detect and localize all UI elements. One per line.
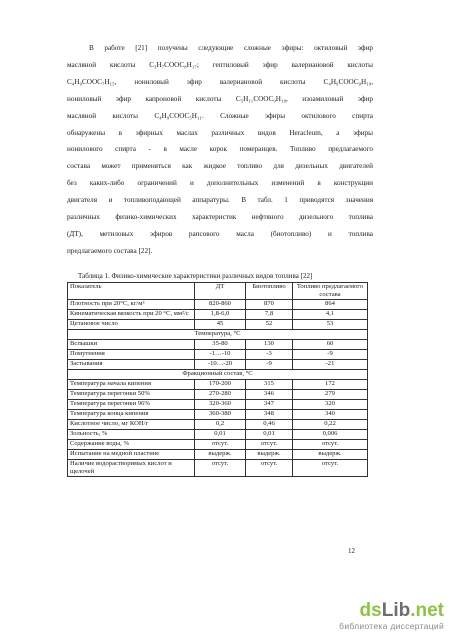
table-row: [68, 460, 368, 477]
table-cell: 172: [293, 380, 368, 390]
table-cell: 340: [293, 410, 368, 420]
table-cell: -10…-20: [195, 360, 246, 370]
paragraph-line: нониловый эфир капроновой кислоты C₅H₁₁COOC₉H₁₉, изоамиловый эфир: [67, 94, 373, 103]
paragraph-line: различных физико-химических характеристик нефтяного дизельного топлива: [67, 213, 373, 222]
table-cell: -9: [293, 350, 368, 360]
table-cell: отсут.: [246, 460, 293, 477]
table-row: [68, 440, 368, 450]
table-cell: 346: [246, 390, 293, 400]
table-cell: 45: [195, 320, 246, 330]
paragraph-line: масляной кислоты C₃H₇COOC₈H₁₇; гептиловый эфир валериановой кислоты: [67, 60, 373, 69]
table-cell: Зольность, %: [68, 430, 195, 440]
table-cell: Температура перегонки 96%: [68, 400, 195, 410]
paragraph-line: C₄H₉COOC₇H₁₅, нониловый эфир валериановой кислоты C₄H₉COOC₉H₁₉,: [67, 77, 373, 86]
table-cell: 35-80: [195, 340, 246, 350]
table-section-row: [68, 330, 368, 340]
table-cell: 870: [246, 300, 293, 310]
table-row: [68, 340, 368, 350]
table-cell: Биотопливо: [246, 283, 293, 300]
paragraph-line: нонилового спирта - в масле корок померанцев. Топливо предлагаемого: [67, 145, 373, 154]
table-cell: Содержание воды, %: [68, 440, 195, 450]
table-cell: 360-380: [195, 410, 246, 420]
table-cell: 7,8: [246, 310, 293, 320]
table-cell: 170-200: [195, 380, 246, 390]
table-cell: 0,01: [246, 430, 293, 440]
table-cell: отсут.: [246, 440, 293, 450]
table-section-row: [68, 370, 368, 380]
table-cell: отсут.: [293, 460, 368, 477]
properties-table: [67, 282, 368, 477]
paragraph-line: состава может применяться как жидкое топливо для дизельных двигателей: [67, 162, 373, 171]
table-cell: 4,1: [293, 310, 368, 320]
table-cell: Наличие водорастворимых кислот и щелочей: [68, 460, 195, 477]
watermark-logo: dsLib.net: [359, 600, 444, 621]
table-row: [68, 450, 368, 460]
table-row: [68, 310, 368, 320]
table-cell: Кислотное число, мг КОН/г: [68, 420, 195, 430]
table-header-row: [68, 283, 368, 300]
table-cell: отсут.: [195, 440, 246, 450]
table-cell: -3: [246, 350, 293, 360]
table-cell: Вспышки: [68, 340, 195, 350]
paragraph-line: двигателя и топливоподающей аппаратуры. В табл. 1 приводятся значения: [67, 196, 373, 205]
paragraph-line: обнаружены в эфирных маслах различных видов Heracleum, а эфиры: [67, 128, 373, 137]
table-row: [68, 400, 368, 410]
table-cell: Испытание на медной пластине: [68, 450, 195, 460]
table-cell: 279: [293, 390, 368, 400]
table-cell: 130: [246, 340, 293, 350]
table-row: [68, 390, 368, 400]
table-cell: 315: [246, 380, 293, 390]
paragraph-line: В работе [21] получены следующие сложные эфиры: октиловый эфир: [89, 44, 373, 52]
table-row: [68, 430, 368, 440]
table-cell: Температура перегонки 50%: [68, 390, 195, 400]
table-cell: 320: [293, 400, 368, 410]
section-heading: Температура, °С: [68, 330, 368, 340]
table-cell: выдерж.: [246, 450, 293, 460]
paragraph-line: предлагаемого состава [22].: [67, 246, 153, 255]
table-cell: 348: [246, 410, 293, 420]
table-cell: 320-360: [195, 400, 246, 410]
table-cell: 347: [246, 400, 293, 410]
body-paragraph: [67, 40, 373, 260]
table-cell: Цетановое число: [68, 320, 195, 330]
table-cell: Помутнения: [68, 350, 195, 360]
watermark-subtitle: библиотека диссертаций: [339, 621, 444, 631]
table-cell: Показатель: [68, 283, 195, 300]
table-cell: 820-860: [195, 300, 246, 310]
table-row: [68, 300, 368, 310]
table-row: [68, 350, 368, 360]
table-cell: 864: [293, 300, 368, 310]
table-cell: Застывания: [68, 360, 195, 370]
table-cell: 52: [246, 320, 293, 330]
table-cell: Температура начала кипения: [68, 380, 195, 390]
watermark: [339, 601, 444, 631]
page-number: 12: [348, 547, 355, 555]
section-heading: Фракционный состав, °С: [68, 370, 368, 380]
table-cell: Плотность при 20°С, кг/м³: [68, 300, 195, 310]
table-cell: 270-280: [195, 390, 246, 400]
table-cell: Температура конца кипения: [68, 410, 195, 420]
table-cell: 0,006: [293, 430, 368, 440]
table-row: [68, 320, 368, 330]
table-cell: 1,8-6,0: [195, 310, 246, 320]
table-row: [68, 380, 368, 390]
paragraph-line: масляной кислоты C₄H₉COOC₅H₁₁. Сложные эфиры октилового спирта: [67, 111, 373, 120]
paragraph-line: без каких-либо ограничений и дополнительных изменений в конструкции: [67, 179, 373, 188]
table-cell: -1…-10: [195, 350, 246, 360]
table-caption: Таблица 1. Физико-химические характеристики различных видов топлива [22]: [78, 272, 313, 280]
table-cell: 53: [293, 320, 368, 330]
table-row: [68, 420, 368, 430]
table-cell: 0,2: [195, 420, 246, 430]
table-cell: отсут.: [195, 460, 246, 477]
paragraph-line: (ДТ), метиловых эфиров рапсового масла (биотопливо) и топлива: [67, 229, 373, 238]
table-cell: 0,22: [293, 420, 368, 430]
table-cell: -9: [246, 360, 293, 370]
table-cell: 60: [293, 340, 368, 350]
table-cell: 0,46: [246, 420, 293, 430]
table-row: [68, 410, 368, 420]
table-cell: Кинематическая вязкость при 20 °С, мм²/с: [68, 310, 195, 320]
table-cell: -21: [293, 360, 368, 370]
table-cell: отсут.: [293, 440, 368, 450]
table-cell: ДТ: [195, 283, 246, 300]
table-cell: Топливо предлагаемого состава: [293, 283, 368, 300]
table-cell: 0,01: [195, 430, 246, 440]
table-cell: выдерж.: [195, 450, 246, 460]
table-row: [68, 360, 368, 370]
table-cell: выдерж.: [293, 450, 368, 460]
